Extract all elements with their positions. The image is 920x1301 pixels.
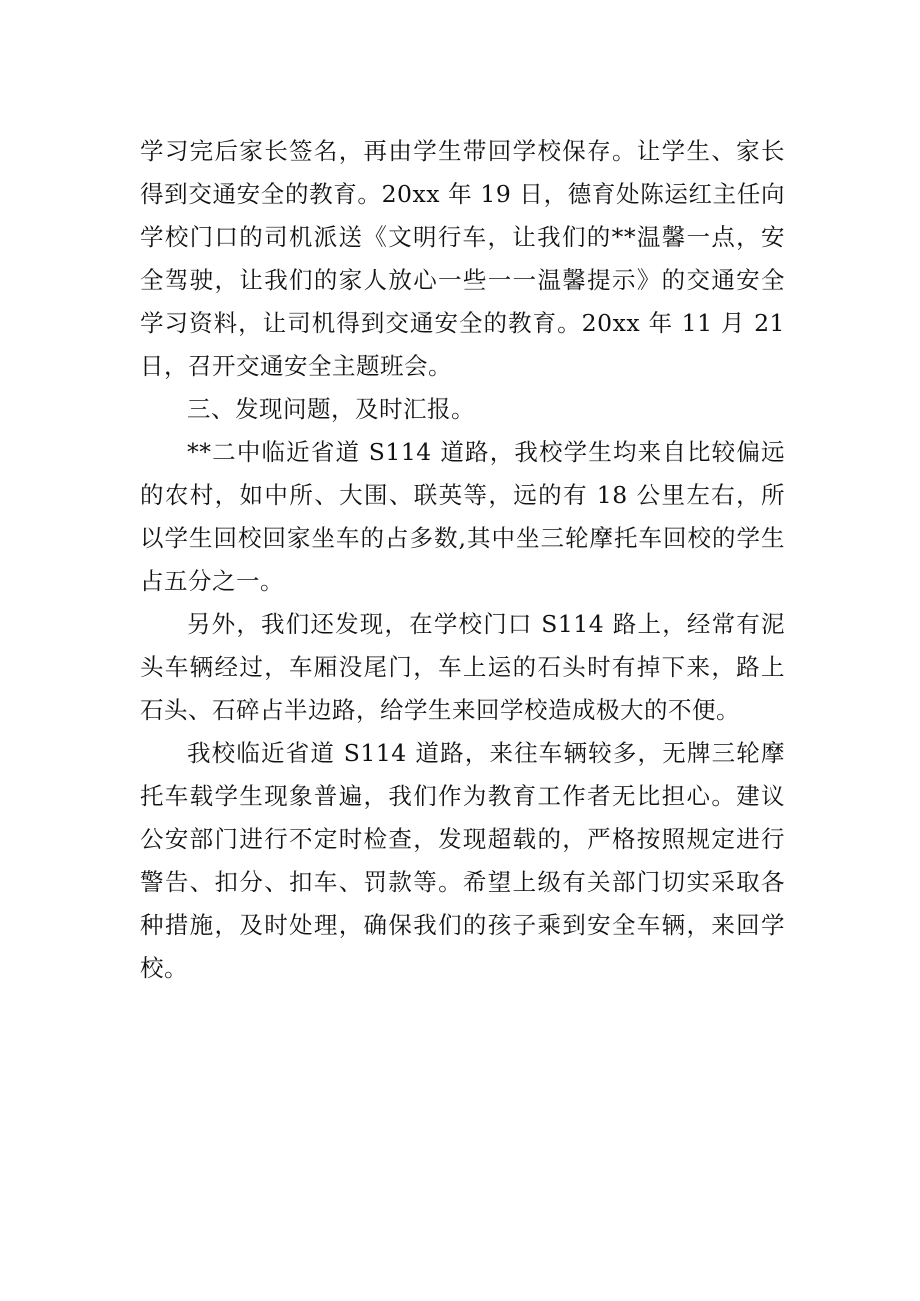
paragraph-4: 另外，我们还发现，在学校门口 S114 路上，经常有泥头车辆经过，车厢没尾门，车上运的石头时有掉下来，路上石头、石碎占半边路，给学生来回学校造成极大的不便。	[140, 610, 785, 724]
paragraph-5: 我校临近省道 S114 道路，来往车辆较多，无牌三轮摩托车载学生现象普遍，我们作为教育工作者无比担心。建议公安部门进行不定时检查，发现超载的，严格按照规定进行警告、扣分、扣车、罚款等。希望上级有关部门切实采取各种措施，及时处理，确保我们的孩子乘到安全车辆，来回学校。	[140, 739, 785, 982]
paragraph-2-section-heading: 三、发现问题，及时汇报。	[187, 395, 475, 423]
paragraph-1: 学习完后家长签名，再由学生带回学校保存。让学生、家长得到交通安全的教育。20xx 年 19 日，德育处陈运红主任向学校门口的司机派送《文明行车，让我们的**温馨一点，安全驾驶，让我们的家人放心一些一一温馨提示》的交通安全学习资料，让司机得到交通安全的教育。20xx 年 11 月 21 日，召开交通安全主题班会。	[140, 137, 785, 380]
document-body	[140, 130, 785, 990]
paragraph-3: **二中临近省道 S114 道路，我校学生均来自比较偏远的农村，如中所、大围、联英等，远的有 18 公里左右，所以学生回校回家坐车的占多数,其中坐三轮摩托车回校的学生占五分之一。	[140, 438, 785, 595]
